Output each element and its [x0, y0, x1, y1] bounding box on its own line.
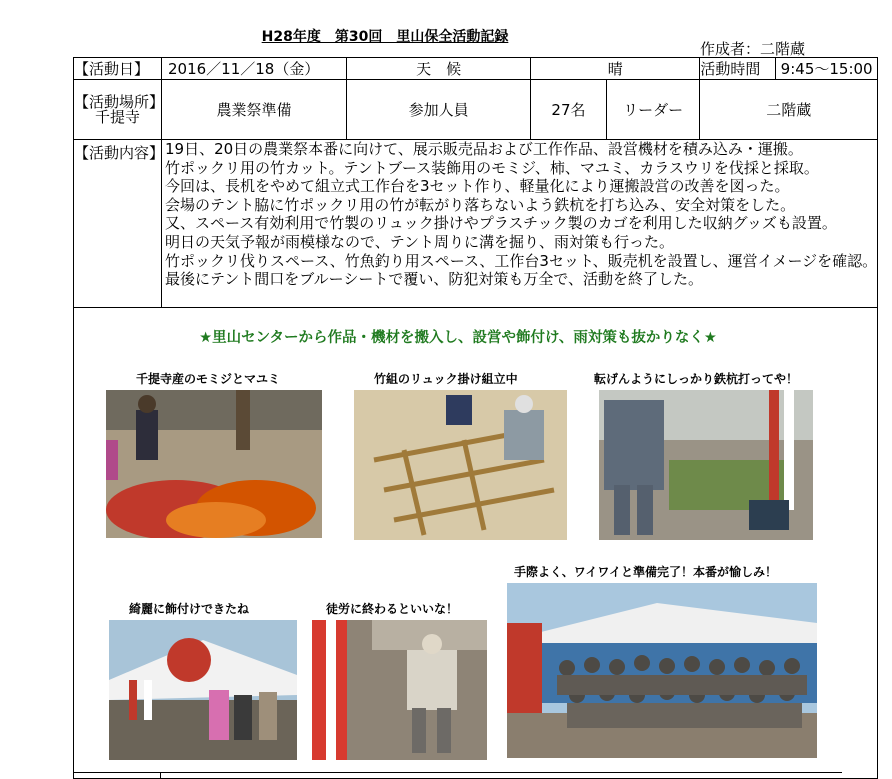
photo-headline: ★里山センターから作品・機材を搬入し、設営や飾付け、雨対策も抜かりなく★: [199, 330, 717, 346]
photo-bamboo-rack: [354, 390, 567, 540]
place-label-line1: 【活動場所】: [74, 92, 165, 111]
content-line: 竹ポックリ伐りスペース、竹魚釣り用スペース、工作台3セット、販売机を設置し、運営イメージを確認。: [165, 251, 878, 270]
photo-group-complete-image: [507, 583, 817, 758]
photo-maple-leaves: [106, 390, 322, 538]
photo-group-complete: [507, 583, 817, 758]
photo-caption: 手際よく、ワイワイと準備完了！本番が愉しみ！: [514, 565, 778, 579]
photo-rain-trench: [312, 620, 487, 760]
photo-section: [74, 308, 878, 779]
participants-label: 参加人員: [347, 80, 531, 140]
place-label: [74, 80, 165, 140]
photo-tent-decorated: [109, 620, 297, 760]
bottom-rule: [73, 772, 842, 773]
weather-label: 天 候: [347, 58, 531, 80]
date-value: 2016／11／18（金）: [162, 58, 347, 80]
content-line: 会場のテント脇に竹ポックリ用の竹が転がり落ちないよう鉄杭を打ち込み、安全対策をした。: [165, 195, 796, 214]
photo-caption: 千提寺産のモミジとマユミ: [136, 372, 281, 386]
date-label: 【活動日】: [74, 58, 162, 80]
content-label: 【活動内容】: [74, 140, 162, 308]
content-line: 又、スペース有効利用で竹製のリュック掛けやプラスチック製のカゴを利用した収納グッズも設置。: [165, 214, 837, 233]
content-line: 今回は、長机をやめて組立式工作台を3セット作り、軽量化により運搬設営の改善を図った。: [165, 177, 790, 196]
time-value: 9:45〜15:00: [776, 58, 878, 80]
content-lines: [162, 140, 878, 308]
photo-iron-stakes: [599, 390, 813, 540]
bottom-tick: [160, 772, 161, 779]
leader-value: 二階蔵: [700, 80, 878, 140]
photo-bamboo-rack-image: [354, 390, 567, 540]
photo-tent-decorated-image: [109, 620, 297, 760]
place-label-line2: 千提寺: [94, 107, 140, 126]
document-title: H28年度 第30回 里山保全活動記録: [261, 29, 509, 45]
photo-rain-trench-image: [312, 620, 487, 760]
photo-caption: 綺麗に飾付けできたね: [129, 602, 250, 616]
author-label: 作成者：二階蔵: [700, 40, 806, 58]
time-label: 活動時間: [700, 58, 776, 80]
content-line: 最後にテント間口をブルーシートで覆い、防犯対策も万全で、活動を終了した。: [165, 270, 704, 289]
photo-maple-leaves-image: [106, 390, 322, 538]
leader-label: リーダー: [606, 80, 700, 140]
weather-value: 晴: [531, 58, 700, 80]
photo-caption: 転げんようにしっかり鉄杭打ってや！: [594, 372, 799, 386]
activity-record-table: [73, 57, 878, 779]
event-name: 農業祭準備: [162, 80, 347, 140]
photo-caption: 竹組のリュック掛け組立中: [374, 372, 518, 386]
content-line: 明日の天気予報が雨模様なので、テント周りに溝を掘り、雨対策も行った。: [165, 232, 674, 251]
photo-caption: 徒労に終わるといいな！: [326, 602, 459, 616]
photo-iron-stakes-image: [599, 390, 813, 540]
content-line: 19日、20日の農業祭本番に向けて、展示販売品および工作作品、設営機材を積み込み・運搬。: [165, 140, 803, 158]
content-line: 竹ポックリ用の竹カット。テントブース装飾用のモミジ、柿、マユミ、カラスウリを伐採と採取。: [165, 158, 819, 177]
participants-value: 27名: [531, 80, 607, 140]
